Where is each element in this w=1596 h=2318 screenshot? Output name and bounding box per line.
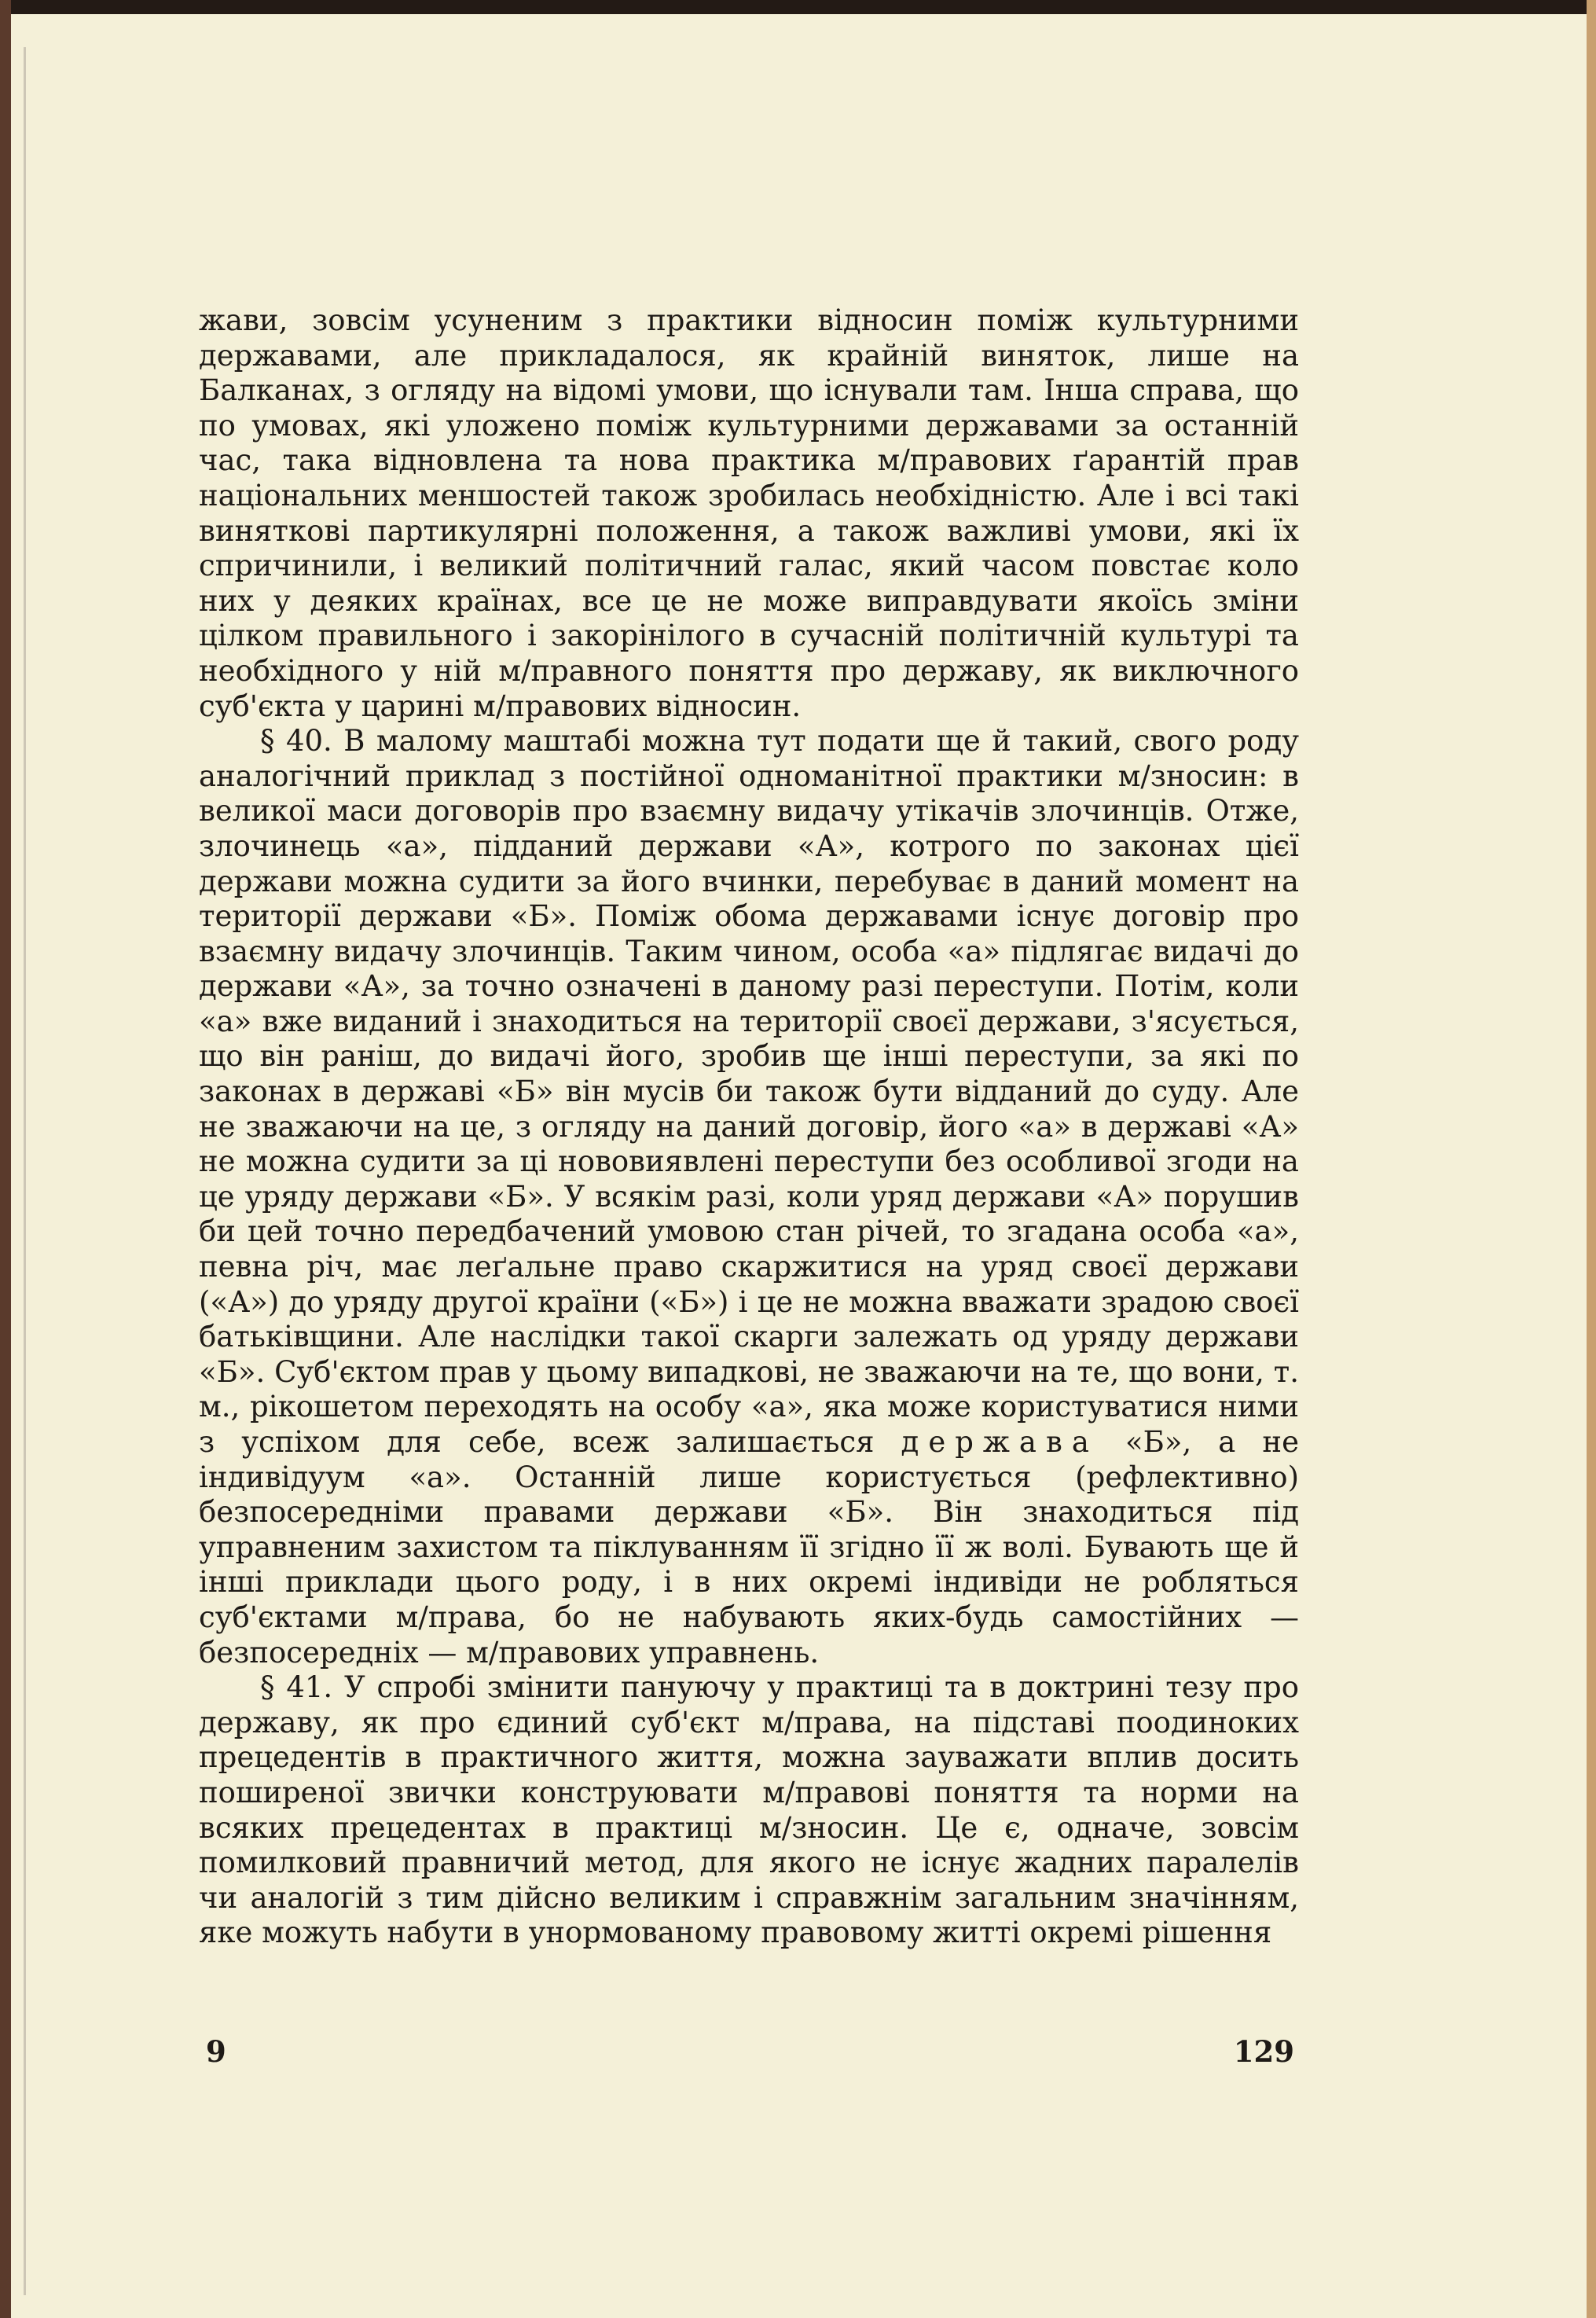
section-40-text-before: § 40. В малому маштабі можна тут подати ще й такий, свого роду аналогічний приклад з постійної одноманітної практики м/зносин: в великої маси договорів про взаємну видачу утікачів злочинців. Отже, злочинець «а», підданий держави «А», котрого по законах цієї держави можна судити за його вчинки, перебуває в даний момент на території держави «Б». Поміж обома державами існує договір про взаємну видачу злочинців. Таким чином, особа «а» підлягає видачі до держави «А», за точно означені в даному разі переступи. Потім, коли «а» вже виданий і знаходиться на території своєї держави, з'ясується, що він раніш, до видачі його, зробив ще інші переступи, за які по законах в державі «Б» він мусів би також бути відданий до суду. Але не зважаючи на це, з огляду на даний договір, його «а» в державі «А» не можна судити за ці нововиявлені переступи без особливої згоди на це уряду держави «Б». У всякім разі, коли уряд держави «А» порушив би цей точно передбачений умовою стан річей, то згадана особа «а», певна річ, має леґальне право скаржитися на уряд своєї держави («А») до уряду другої країни («Б») і це не можна вважати зрадою своєї батьківщини. Але наслідки такої скарги залежать од уряду держави «Б». Суб'єктом прав у цьому випадкові, не зважаючи на те, що вони, т. м., рікошетом переходять на особу «а», яка може користуватися ними з успіхом для себе, всеж залишається bbox=[199, 724, 1299, 1459]
paragraph-continued: жави, зовсім усуненим з практики відносин поміж культурними державами, але прикладалося, як крайній виняток, лише на Балканах, з огляду на відомі умови, що існували там. Інша справа, що по умовах, які уложено поміж культурними державами за останній час, така відновлена та нова практика м/правових ґарантій прав національних меншостей також зробилась необхідністю. Але і всі такі виняткові партикулярні положення, а також важливі умови, які їх спричинили, і великий політичний галас, який часом повстає коло них у деяких країнах, все це не може виправдувати якоїсь зміни цілком правильного і закорінілого в сучасній політичній культурі та необхідного у ній м/правного поняття про державу, як виключного суб'єкта у царині м/правових відносин. bbox=[199, 303, 1299, 723]
section-40-text-after: «Б», а не індивідуум «а». Останній лише користується (рефлективно) безпосередніми правами держави «Б». Він знаходиться під управненим захистом та піклуванням її згідно її ж волі. Бувають ще й інші приклади цього роду, і в них окремі індивіди не робляться суб'єктами м/права, бо не набувають яких-будь самостійних — безпосередніх — м/правових управнень. bbox=[199, 1425, 1299, 1670]
page-number: 129 bbox=[1233, 2034, 1294, 2069]
signature-mark: 9 bbox=[206, 2034, 226, 2069]
spaced-emphasis-word: держава bbox=[901, 1425, 1099, 1459]
paragraph-section-40 bbox=[199, 724, 1299, 1670]
scan-edge-left bbox=[0, 0, 11, 2318]
page-footer bbox=[206, 2034, 1294, 2074]
body-text bbox=[199, 303, 1299, 1951]
scan-edge-top bbox=[0, 0, 1596, 14]
page-fold-line bbox=[24, 47, 26, 2295]
paragraph-section-41: § 41. У спробі змінити пануючу у практиці та в доктрині тезу про державу, як про єдиний суб'єкт м/права, на підставі поодиноких прецедентів в практичного життя, можна зауважати вплив досить поширеної звички конструювати м/правові поняття та норми на всяких прецедентах в практиці м/зносин. Це є, одначе, зовсім помилковий правничий метод, для якого не існує жадних паралелів чи аналогій з тим дійсно великим і справжнім загальним значінням, яке можуть набути в унормованому правовому житті окремі рішення bbox=[199, 1670, 1299, 1950]
scan-edge-right bbox=[1587, 0, 1596, 2318]
